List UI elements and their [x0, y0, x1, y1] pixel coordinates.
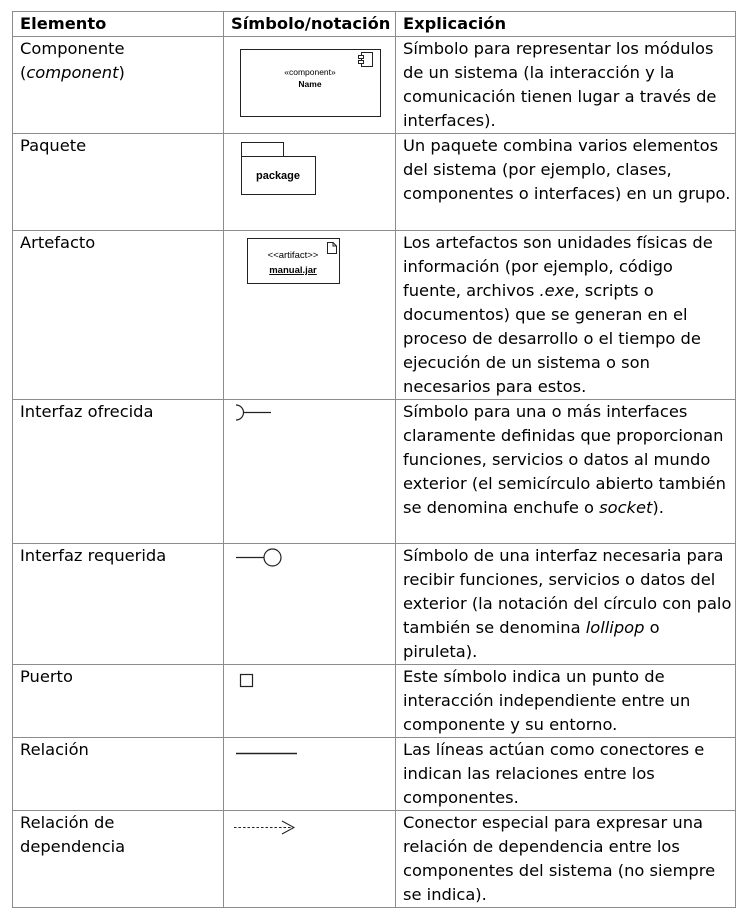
element-cell: Paquete	[13, 134, 224, 231]
symbol-cell	[224, 544, 396, 665]
relation-line-icon	[224, 738, 396, 811]
component-name: Name	[298, 79, 322, 89]
explanation-cell: Símbolo para representar los módulos de un sistema (la interacción y la comunicación tienen lugar a través de interfaces).	[396, 37, 736, 134]
explanation-cell: Símbolo de una interfaz necesaria para recibir funciones, servicios o datos del exterior (la notación del círculo con palo también se denomina lollipop o piruleta).	[396, 544, 736, 665]
table-row	[13, 37, 736, 134]
port-square-icon	[224, 665, 396, 737]
table-row	[13, 665, 736, 738]
component-icon	[224, 37, 396, 133]
symbol-cell	[224, 665, 396, 738]
element-cell: Puerto	[13, 665, 224, 738]
symbol-cell	[224, 738, 396, 811]
table-row	[13, 400, 736, 544]
artifact-stereotype: <<artifact>>	[267, 250, 319, 261]
explanation-cell: Este símbolo indica un punto de interacción independiente entre un componente y su entorno.	[396, 665, 736, 738]
explanation-cell: Las líneas actúan como conectores e indican las relaciones entre los componentes.	[396, 738, 736, 811]
table-row	[13, 231, 736, 400]
symbol-cell	[224, 231, 396, 400]
header-explicacion: Explicación	[396, 12, 736, 37]
symbol-cell	[224, 134, 396, 231]
uml-component-notation-table	[12, 11, 736, 908]
package-icon	[224, 134, 396, 231]
table-row	[13, 811, 736, 908]
element-cell: Componente (component)	[13, 37, 224, 134]
element-cell: Interfaz requerida	[13, 544, 224, 665]
required-interface-lollipop-icon	[224, 544, 396, 665]
symbol-cell	[224, 400, 396, 544]
symbol-cell	[224, 37, 396, 134]
table-row	[13, 134, 736, 231]
table-row	[13, 544, 736, 665]
dependency-dashed-arrow-icon	[224, 811, 396, 908]
explanation-cell: Símbolo para una o más interfaces claramente definidas que proporcionan funciones, servicios o datos al mundo exterior (el semicírculo abierto también se denomina enchufe o socket).	[396, 400, 736, 544]
table-row	[13, 738, 736, 811]
artifact-name: manual.jar	[269, 265, 317, 276]
header-elemento: Elemento	[13, 12, 224, 37]
element-cell: Relación de dependencia	[13, 811, 224, 908]
element-cell: Interfaz ofrecida	[13, 400, 224, 544]
provided-interface-socket-icon	[224, 400, 396, 544]
element-cell: Relación	[13, 738, 224, 811]
header-simbolo: Símbolo/notación	[224, 12, 396, 37]
header-row	[13, 12, 736, 37]
package-name: package	[255, 170, 301, 182]
explanation-cell: Los artefactos son unidades físicas de información (por ejemplo, código fuente, archivos .exe, scripts o documentos) que se generan en el proceso de desarrollo o el tiempo de ejecución de un sistema o son necesarios para estos.	[396, 231, 736, 400]
explanation-cell: Un paquete combina varios elementos del sistema (por ejemplo, clases, componentes o interfaces) en un grupo.	[396, 134, 736, 231]
explanation-cell: Conector especial para expresar una relación de dependencia entre los componentes del sistema (no siempre se indica).	[396, 811, 736, 908]
element-cell: Artefacto	[13, 231, 224, 400]
symbol-cell	[224, 811, 396, 908]
artifact-icon	[224, 231, 396, 399]
component-stereotype: «component»	[284, 67, 336, 77]
